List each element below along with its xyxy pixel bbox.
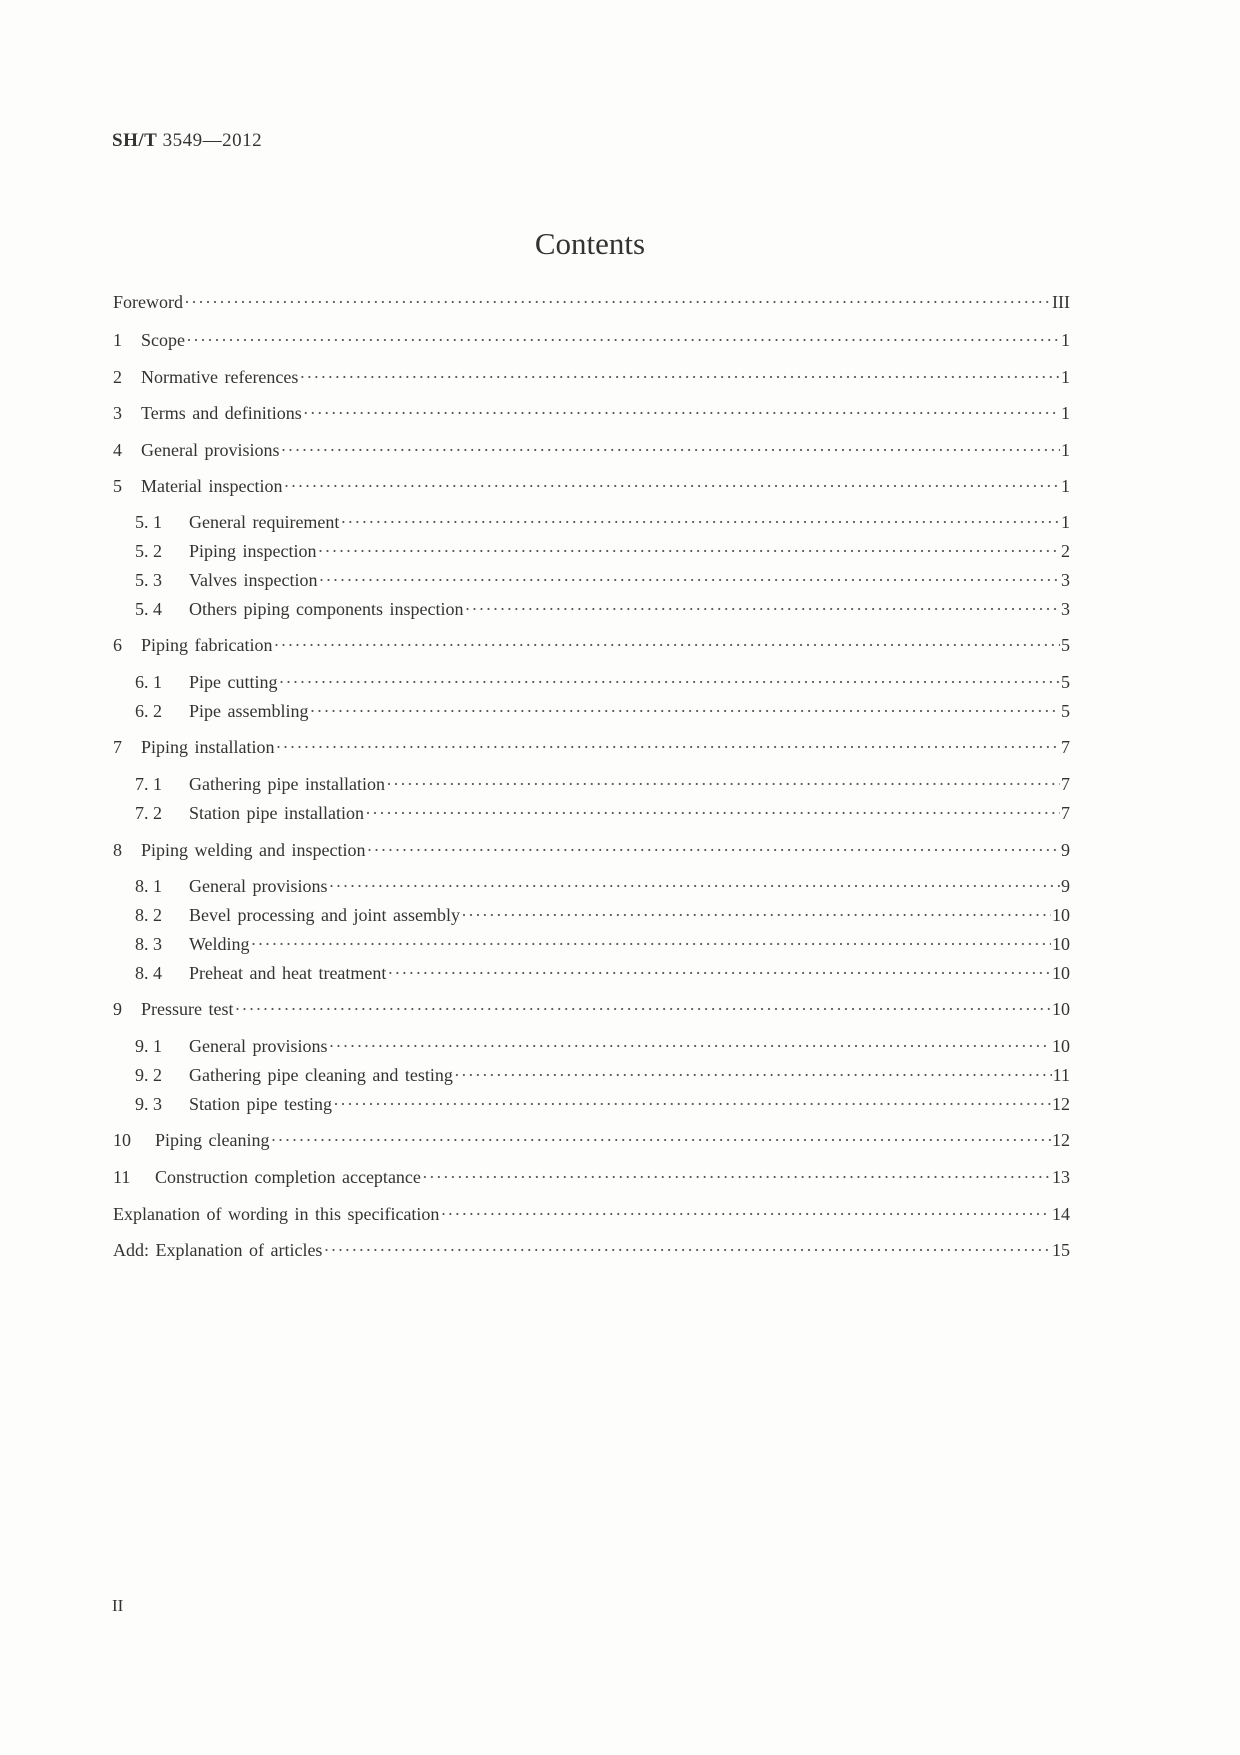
toc-entry-label: Preheat and heat treatment: [189, 963, 387, 983]
toc-entry-page: 10: [1052, 999, 1070, 1019]
toc-entry-label: Terms and definitions: [141, 403, 302, 423]
toc-entry-label: General provisions: [189, 876, 328, 896]
toc-entry-number: 2: [113, 367, 122, 387]
toc-entry-label: Piping inspection: [189, 541, 317, 561]
toc-subentry[interactable]: [135, 699, 1070, 723]
toc-entry-page: 1: [1061, 512, 1070, 532]
toc-subentry[interactable]: [135, 874, 1070, 898]
dot-leader: [387, 961, 1051, 985]
dot-leader: [184, 290, 1051, 314]
toc-entry-page: 9: [1061, 840, 1070, 860]
toc-entry-number: 9. 1: [135, 1036, 162, 1056]
dot-leader: [333, 1092, 1051, 1116]
page-number: II: [112, 1596, 124, 1615]
toc-entry-label: Station pipe testing: [189, 1094, 332, 1114]
dot-leader: [318, 568, 1060, 592]
toc-entry-page: 13: [1052, 1167, 1070, 1187]
toc-entry-page: 1: [1061, 367, 1070, 387]
toc-subentry[interactable]: [135, 801, 1070, 825]
dot-leader: [280, 438, 1060, 462]
toc-entry-label: Welding: [189, 934, 250, 954]
toc-entry-label: Add: Explanation of articles: [113, 1240, 323, 1260]
toc-entry-label: Explanation of wording in this specification: [113, 1204, 440, 1224]
dot-leader: [386, 772, 1060, 796]
toc-subentry[interactable]: [135, 1034, 1070, 1058]
toc-entry[interactable]: [113, 365, 1070, 389]
toc-entry-page: 12: [1052, 1094, 1070, 1114]
toc-entry-page: 7: [1061, 737, 1070, 757]
toc-entry[interactable]: [113, 1202, 1070, 1226]
toc-entry[interactable]: [113, 401, 1070, 425]
toc-subentry[interactable]: [135, 597, 1070, 621]
toc-entry-page: 3: [1061, 599, 1070, 619]
toc-entry-page: 12: [1052, 1130, 1070, 1150]
dot-leader: [283, 474, 1060, 498]
toc-subentry[interactable]: [135, 568, 1070, 592]
toc-subentry[interactable]: [135, 903, 1070, 927]
toc-entry-page: 14: [1052, 1204, 1070, 1224]
toc-entry-number: 10: [113, 1130, 131, 1150]
toc-entry-label: Pipe assembling: [189, 701, 309, 721]
dot-leader: [328, 1034, 1051, 1058]
document-code-number: 3549—2012: [162, 130, 263, 151]
toc-entry-label: Construction completion acceptance: [155, 1167, 421, 1187]
toc-entry-label: Material inspection: [141, 476, 283, 496]
toc-subentry[interactable]: [135, 772, 1070, 796]
toc-subentry[interactable]: [135, 670, 1070, 694]
toc-entry-page: 5: [1061, 701, 1070, 721]
toc-entry-number: 8. 1: [135, 876, 162, 896]
dot-leader: [323, 1238, 1051, 1262]
toc-entry-page: 11: [1052, 1065, 1070, 1085]
document-code: [112, 130, 262, 152]
toc-entry[interactable]: [113, 997, 1070, 1021]
toc-entry-page: 7: [1061, 774, 1070, 794]
page-title: Contents: [534, 226, 646, 261]
toc-entry-page: 10: [1052, 934, 1070, 954]
toc-entry-page: 10: [1052, 1036, 1070, 1056]
toc-subentry[interactable]: [135, 539, 1070, 563]
toc-entry-label: Gathering pipe installation: [189, 774, 385, 794]
toc-entry-page: 9: [1061, 876, 1070, 896]
toc-entry-number: 5. 1: [135, 512, 162, 532]
toc-entry-page: III: [1052, 292, 1070, 312]
toc-entry-label: General provisions: [141, 440, 280, 460]
toc-entry-page: 15: [1052, 1240, 1070, 1260]
dot-leader: [461, 903, 1051, 927]
toc-entry-number: 9. 3: [135, 1094, 162, 1114]
toc-entry-number: 9: [113, 999, 122, 1019]
document-code-prefix: SH/T: [112, 130, 158, 151]
toc-entry-label: Pipe cutting: [189, 672, 278, 692]
toc-entry-label: Gathering pipe cleaning and testing: [189, 1065, 453, 1085]
toc-entry[interactable]: [113, 1165, 1070, 1189]
toc-entry-page: 1: [1061, 440, 1070, 460]
toc-entry-page: 5: [1061, 672, 1070, 692]
dot-leader: [251, 932, 1051, 956]
dot-leader: [310, 699, 1061, 723]
toc-entry-page: 3: [1061, 570, 1070, 590]
toc-entry-label: Piping welding and inspection: [141, 840, 366, 860]
toc-subentry[interactable]: [135, 1063, 1070, 1087]
toc-entry-page: 1: [1061, 330, 1070, 350]
dot-leader: [366, 838, 1060, 862]
toc-subentry[interactable]: [135, 932, 1070, 956]
dot-leader: [270, 1128, 1051, 1152]
toc-entry-page: 10: [1052, 905, 1070, 925]
toc-entry-page: 1: [1061, 403, 1070, 423]
dot-leader: [464, 597, 1060, 621]
toc-entry-label: General provisions: [189, 1036, 328, 1056]
toc-subentry[interactable]: [135, 1092, 1070, 1116]
toc-entry-number: 1: [113, 330, 122, 350]
toc-entry-number: 8. 4: [135, 963, 162, 983]
toc-entry-number: 11: [113, 1167, 131, 1187]
toc-subentry[interactable]: [135, 961, 1070, 985]
toc-entry-label: Others piping components inspection: [189, 599, 464, 619]
toc-entry[interactable]: [113, 474, 1070, 498]
toc-entry[interactable]: [113, 438, 1070, 462]
dot-leader: [365, 801, 1060, 825]
toc-entry-label: General requirement: [189, 512, 340, 532]
toc-entry-number: 8. 2: [135, 905, 162, 925]
toc-entry-number: 7. 1: [135, 774, 162, 794]
dot-leader: [454, 1063, 1052, 1087]
toc-entry-label: Bevel processing and joint assembly: [189, 905, 460, 925]
toc-entry[interactable]: [113, 290, 1070, 314]
dot-leader: [303, 401, 1060, 425]
dot-leader: [440, 1202, 1051, 1226]
dot-leader: [422, 1165, 1051, 1189]
toc-entry[interactable]: [113, 735, 1070, 759]
toc-entry-number: 3: [113, 403, 122, 423]
toc-entry[interactable]: [113, 328, 1070, 352]
toc-entry[interactable]: [113, 1238, 1070, 1262]
dot-leader: [186, 328, 1060, 352]
toc-subentry[interactable]: [135, 510, 1070, 534]
toc-entry-label: Piping cleaning: [155, 1130, 270, 1150]
dot-leader: [234, 997, 1051, 1021]
toc-entry-label: Station pipe installation: [189, 803, 364, 823]
toc-entry-number: 5. 3: [135, 570, 162, 590]
dot-leader: [340, 510, 1060, 534]
toc-entry[interactable]: [113, 838, 1070, 862]
toc-entry-page: 1: [1061, 476, 1070, 496]
toc-entry-label: Normative references: [141, 367, 299, 387]
toc-entry-number: 8: [113, 840, 122, 860]
toc-entry-label: Valves inspection: [189, 570, 318, 590]
toc-entry-page: 5: [1061, 635, 1070, 655]
dot-leader: [273, 633, 1060, 657]
toc-entry-label: Scope: [141, 330, 185, 350]
toc-entry-number: 6: [113, 635, 122, 655]
toc-entry-number: 6. 2: [135, 701, 162, 721]
toc-entry-number: 5. 2: [135, 541, 162, 561]
toc-entry-label: Pressure test: [141, 999, 234, 1019]
toc-entry-number: 6. 1: [135, 672, 162, 692]
toc-entry-number: 4: [113, 440, 122, 460]
toc-entry[interactable]: [113, 1128, 1070, 1152]
toc-entry-number: 5. 4: [135, 599, 162, 619]
toc-entry-page: 2: [1061, 541, 1070, 561]
toc-entry-number: 8. 3: [135, 934, 162, 954]
toc-entry[interactable]: [113, 633, 1070, 657]
dot-leader: [328, 874, 1060, 898]
dot-leader: [279, 670, 1061, 694]
toc-entry-label: Foreword: [113, 292, 183, 312]
dot-leader: [318, 539, 1061, 563]
toc-entry-number: 7. 2: [135, 803, 162, 823]
toc-entry-label: Piping installation: [141, 737, 275, 757]
dot-leader: [299, 365, 1060, 389]
toc-entry-page: 10: [1052, 963, 1070, 983]
toc-entry-number: 7: [113, 737, 122, 757]
toc-entry-label: Piping fabrication: [141, 635, 273, 655]
toc-entry-number: 9. 2: [135, 1065, 162, 1085]
toc-entry-number: 5: [113, 476, 122, 496]
dot-leader: [276, 735, 1060, 759]
toc-entry-page: 7: [1061, 803, 1070, 823]
